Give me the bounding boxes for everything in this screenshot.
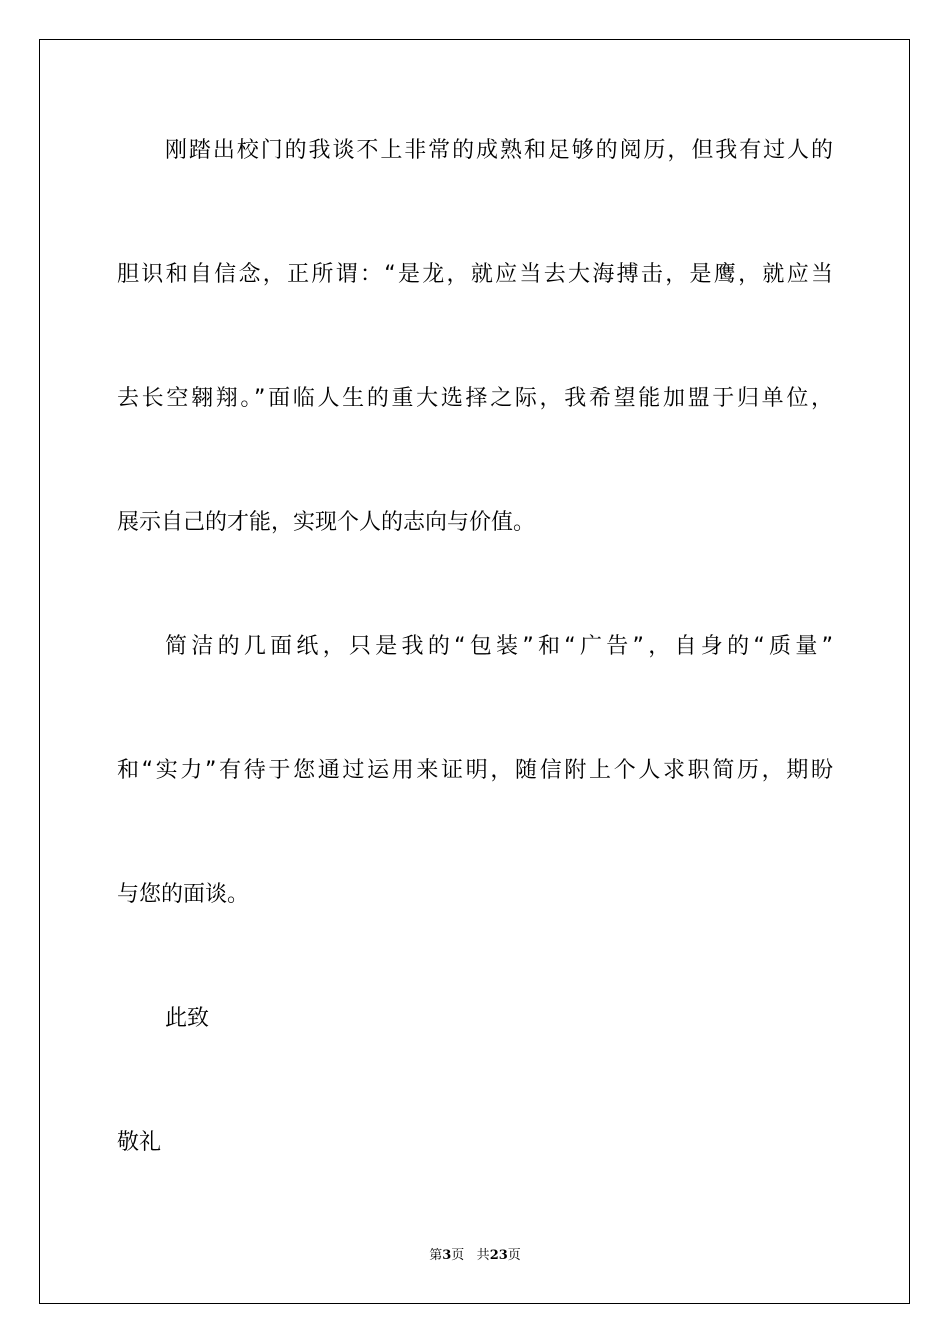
paragraph-line-5: 简洁的几面纸，只是我的“包装”和“广告”，自身的“质量” [165,634,833,659]
page-border [39,39,910,1304]
paragraph-line-1: 刚踏出校门的我谈不上非常的成熟和足够的阅历，但我有过人的 [165,138,833,163]
total-suffix: 页 [507,1248,521,1263]
paragraph-line-2: 胆识和自信念，正所谓：“是龙，就应当去大海搏击，是鹰，就应当 [117,262,833,287]
paragraph-line-3: 去长空翱翔。”面临人生的重大选择之际，我希望能加盟于归单位， [117,386,833,411]
page-footer [0,1248,950,1264]
page-prefix: 第 [429,1248,443,1263]
closing-regards: 敬礼 [117,1130,162,1155]
page-suffix: 页 [451,1248,465,1263]
paragraph-line-7: 与您的面谈。 [117,882,250,907]
current-page-number: 3 [442,1248,452,1263]
closing-salutation: 此致 [165,1006,210,1031]
total-prefix: 共 [476,1248,490,1263]
paragraph-line-4: 展示自己的才能，实现个人的志向与价值。 [117,510,536,535]
total-page-count: 23 [489,1248,508,1263]
paragraph-line-6: 和“实力”有待于您通过运用来证明，随信附上个人求职简历，期盼 [117,758,833,783]
